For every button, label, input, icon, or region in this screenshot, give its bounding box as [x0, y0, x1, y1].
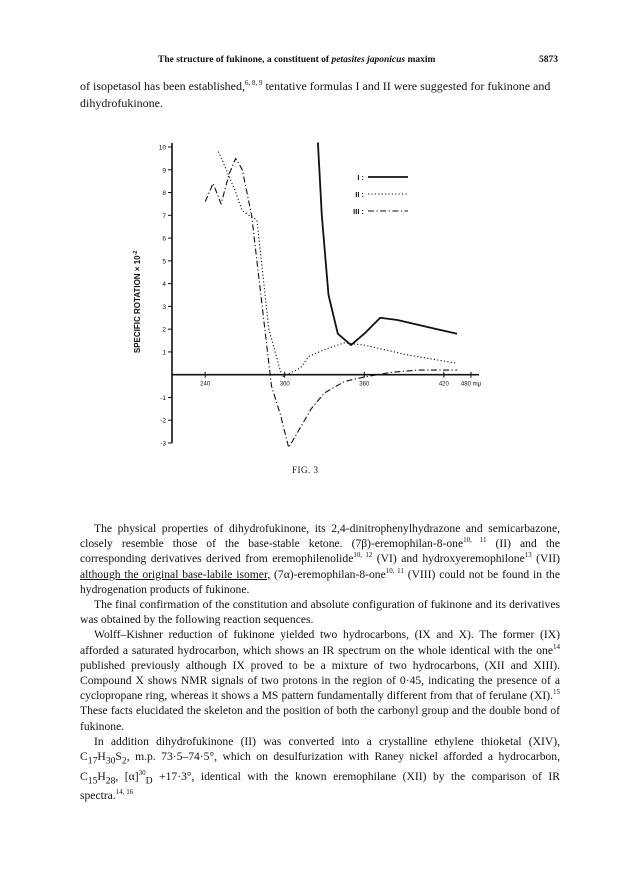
y-tick-label: 6: [162, 235, 166, 243]
x-tick-label: 360: [359, 381, 370, 388]
y-tick-label: 1: [162, 349, 166, 357]
body-text: [80, 521, 560, 803]
subscript: 28: [105, 774, 116, 786]
intro-paragraph: [80, 78, 560, 111]
text-run: H: [97, 769, 106, 783]
subscript: 15: [87, 774, 98, 786]
title-suffix: maxim: [405, 55, 436, 65]
reference: 14, 16: [115, 788, 134, 797]
subscript: 30: [105, 755, 116, 767]
text-run: published previously although IX proved to be a mixture of two hydrocarbons, (XII and XIII). Compound X shows NMR signals of two protons in the region of 0·45, indicating the presence of a cyclopropane ring, whereas it shows a MS pattern fundamentally different from that of ferulane (XI).: [80, 658, 560, 703]
y-tick-label: -2: [160, 417, 166, 425]
page-number: 5873: [539, 55, 558, 65]
y-tick-label: -1: [160, 394, 166, 402]
superscript: 30: [138, 768, 146, 777]
x-tick-label: 480 mμ: [460, 381, 482, 388]
series-line-II: [218, 152, 457, 377]
text-run: (VI) and hydroxyeremophilone: [372, 552, 525, 566]
series-line-I: [318, 142, 457, 345]
title-text: The structure of fukinone, a constituent of: [158, 55, 332, 65]
text-run: (II) and the corresponding derivatives derived from eremophilenolide: [80, 537, 560, 566]
y-tick-label: 7: [162, 212, 166, 220]
subscript: 17: [87, 755, 98, 767]
text-run: Wolff–Kishner reduction of fukinone yielded two hydrocarbons, (IX and X). The former (IX) afforded a saturated hydrocarbon, which shows an IR spectrum on the whole identical with the one: [80, 628, 560, 657]
x-tick-label: 240: [200, 381, 211, 388]
text-run: (VII): [531, 552, 560, 566]
subscript: 2: [121, 755, 127, 767]
paragraph: [80, 627, 560, 733]
y-tick-label: -3: [160, 440, 166, 448]
x-tick-label: 300: [279, 381, 290, 388]
y-tick-label: 9: [162, 167, 166, 175]
reference: 10, 12: [353, 551, 373, 560]
text-run: These facts elucidated the skeleton and the position of both the carbonyl group and the double bond of fukinone.: [80, 704, 560, 733]
y-axis-label: SPECIFIC ROTATION × $10^{-2}$: [133, 250, 142, 354]
figure-caption: FIG. 3: [292, 465, 319, 475]
text-run: In addition dihydrofukinone (II) was converted into a crystalline ethylene thioketal (XIV), C: [80, 734, 560, 764]
paragraph: [80, 521, 560, 597]
text-run: S: [115, 750, 122, 764]
paragraph: [80, 734, 560, 803]
y-tick-label: 8: [162, 190, 166, 198]
y-tick-label: 10: [158, 144, 166, 152]
title-italic: petasites japonicus: [331, 55, 406, 65]
text-run: (7α)-eremophilan-8-one: [270, 567, 386, 581]
text-run: , [α]: [115, 769, 139, 783]
text-run: The physical properties of dihydrofukinone, its 2,4-dinitrophenylhydrazone and semicarbazone, closely resemble those of the base-stable ketone. (7β)-eremophilan-8-one: [80, 522, 560, 551]
reference: 14: [553, 642, 560, 651]
y-axis-label-exponent: -2: [133, 250, 139, 256]
running-header: [80, 55, 558, 69]
reference: 10, 11: [463, 536, 487, 545]
text-run: , m.p. 73·5–74·5°, which on desulfurization with Raney nickel afforded a hydrocarbon, C: [80, 750, 560, 783]
reference: 13: [524, 551, 532, 560]
text-run: +17·3°, identical with the known eremophilane (XII) by the comparison of IR spectra.: [80, 769, 560, 803]
reference: 6, 8, 9: [244, 79, 263, 87]
intro-text: tentative formulas I and II were suggested for fukinone and dihydrofukinone.: [80, 79, 551, 110]
text-run: H: [97, 750, 106, 764]
running-title: [158, 55, 435, 65]
y-tick-label: 4: [162, 281, 166, 289]
legend-label: I :: [357, 173, 364, 182]
intro-text: of isopetasol has been established,: [80, 79, 245, 93]
y-tick-label: 3: [162, 303, 166, 311]
legend-label: II :: [355, 190, 364, 199]
reference: 10, 11: [385, 566, 404, 575]
underlined-text: although the original base-labile isomer,: [80, 567, 271, 581]
legend-label: III :: [353, 207, 364, 216]
paragraph: The final confirmation of the constitution and absolute configuration of fukinone and its derivatives was obtained by the following reaction sequences.: [80, 598, 560, 627]
text-run: (VIII) could not be found in the hydrogenation products of fukinone.: [80, 567, 560, 596]
y-tick-label: 2: [162, 326, 166, 334]
reference: 15: [553, 688, 560, 697]
y-tick-label: 5: [162, 258, 166, 266]
ord-curve-chart: [132, 135, 492, 457]
x-tick-label: 420: [438, 381, 449, 388]
subscript: D: [145, 774, 153, 786]
